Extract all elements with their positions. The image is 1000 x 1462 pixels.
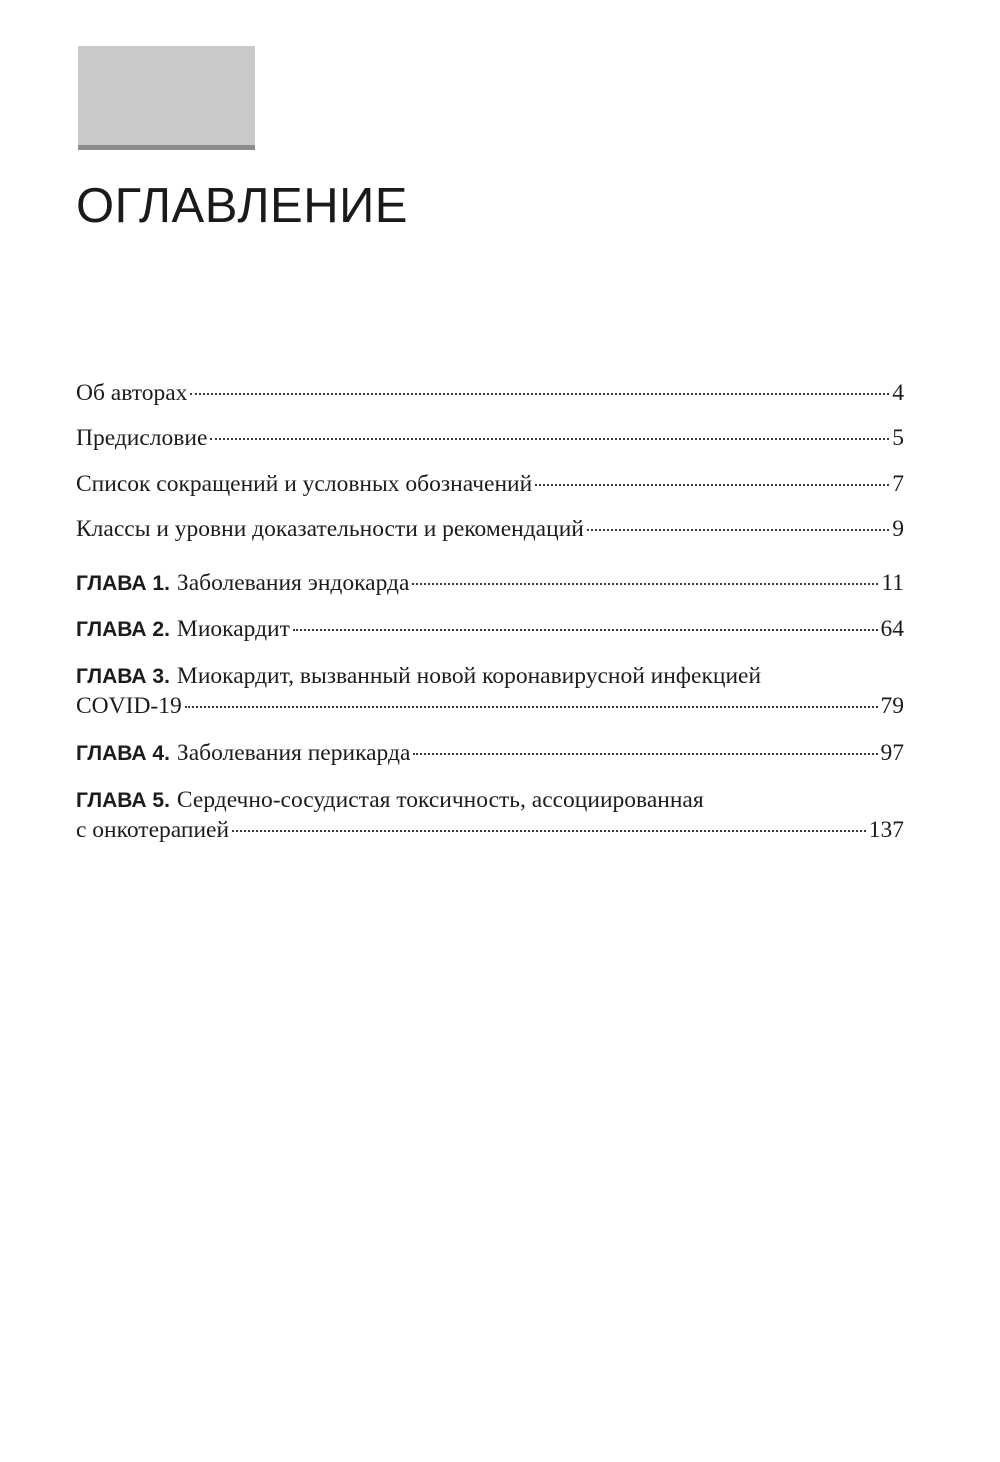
toc-entry-title: Об авторах (76, 380, 188, 406)
toc-entry-title: Список сокращений и условных обозначений (76, 471, 533, 497)
chapter-title: Заболевания эндокарда (176, 570, 410, 596)
toc-chapter-3[interactable] (76, 661, 904, 733)
toc-chapter-4[interactable] (76, 738, 904, 774)
toc-chapter-2[interactable] (76, 614, 904, 650)
toc-entry-title: Классы и уровни доказательности и рекомендаций (76, 516, 584, 542)
chapter-label: ГЛАВА 1. (76, 572, 170, 595)
toc-page-number: 5 (892, 425, 904, 451)
toc-page-number: 4 (892, 380, 904, 406)
dot-leader (413, 753, 877, 755)
toc-entry-title: Предисловие (76, 425, 208, 451)
chapter-title-continuation: COVID-19 (76, 693, 182, 719)
toc-page-number: 64 (880, 616, 904, 642)
chapter-title: Заболевания перикарда (176, 740, 411, 766)
chapter-title-continuation: с онкотерапией (76, 817, 230, 843)
dot-leader (210, 438, 889, 440)
dot-leader (185, 706, 878, 708)
dot-leader (232, 830, 866, 832)
chapter-label: ГЛАВА 3. (76, 665, 170, 688)
toc-chapter-5[interactable] (76, 785, 904, 857)
dot-leader (190, 393, 889, 395)
toc-page-number: 7 (892, 471, 904, 497)
chapter-label: ГЛАВА 5. (76, 789, 170, 812)
toc-page-number: 11 (881, 570, 904, 596)
dot-leader (587, 529, 889, 531)
dot-leader (412, 583, 878, 585)
decorative-header-block (78, 46, 255, 150)
chapter-title: Миокардит (176, 616, 290, 642)
toc-page-number: 97 (880, 740, 904, 766)
toc-entry-evidence-classes[interactable] (76, 514, 904, 550)
chapter-title: Сердечно-сосудистая токсичность, ассоциированная (176, 787, 704, 813)
toc-page-number: 137 (868, 817, 904, 843)
toc-entry-preface[interactable] (76, 423, 904, 459)
dot-leader (293, 629, 878, 631)
chapter-label: ГЛАВА 2. (76, 618, 170, 641)
chapter-title: Миокардит, вызванный новой коронавирусной инфекцией (176, 663, 762, 689)
page-title: ОГЛАВЛЕНИЕ (76, 179, 408, 233)
toc-entry-abbreviations[interactable] (76, 469, 904, 505)
toc-chapter-1[interactable] (76, 568, 904, 604)
toc-page-number: 9 (892, 516, 904, 542)
dot-leader (535, 484, 889, 486)
toc-page-number: 79 (880, 693, 904, 719)
toc-entry-about-authors[interactable] (76, 378, 904, 414)
chapter-label: ГЛАВА 4. (76, 742, 170, 765)
